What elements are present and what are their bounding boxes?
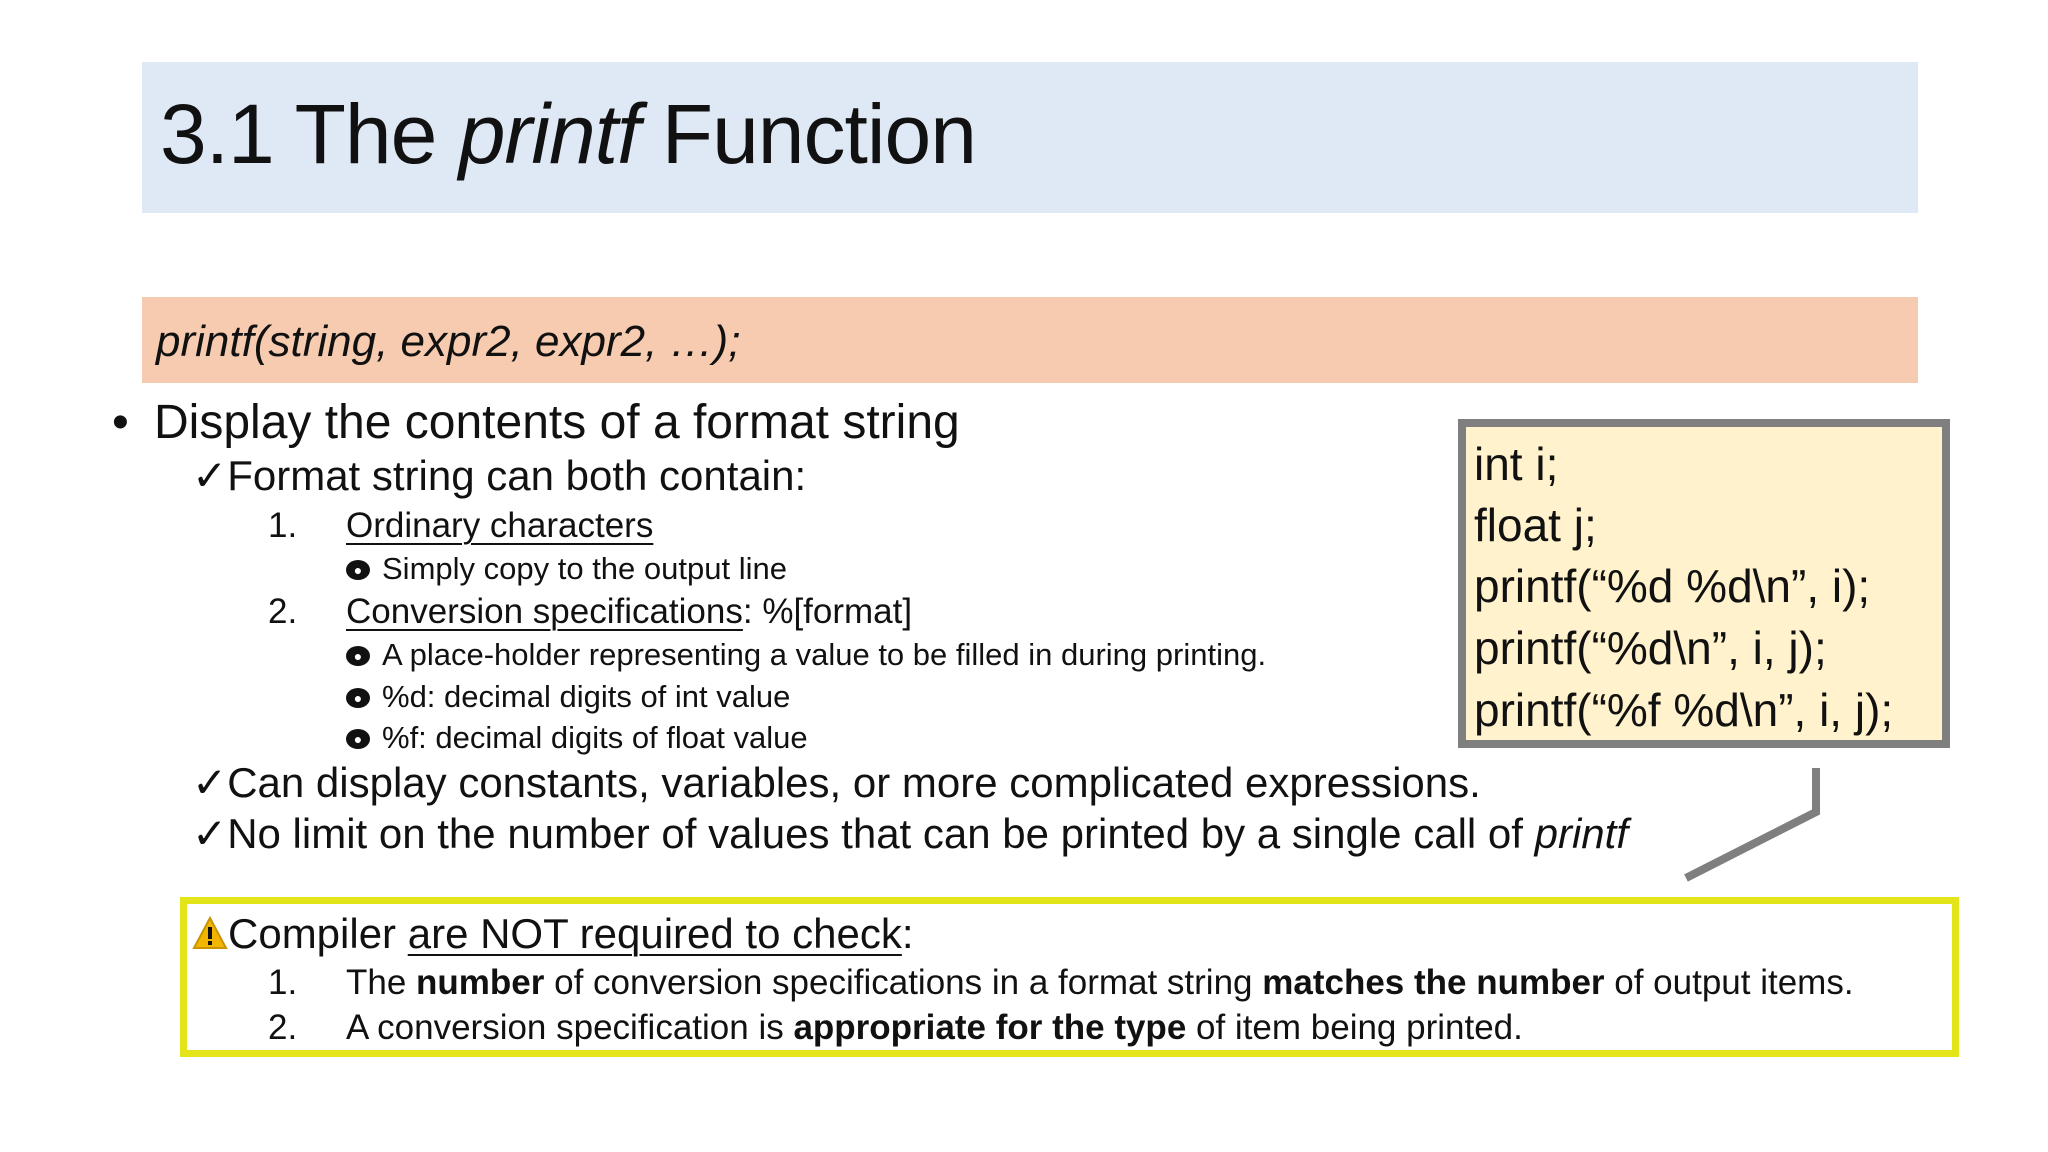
code-line: printf(“%f %d\n”, i, j);	[1474, 684, 1894, 736]
title-prefix: 3.1 The	[160, 87, 459, 181]
check-item-3-italic: printf	[1534, 810, 1628, 857]
check-item-2-text: Can display constants, variables, or more complicated expressions.	[227, 759, 1481, 806]
check-item-3-text: No limit on the number of values that can be printed by a single call of	[227, 810, 1535, 857]
code-line: float j;	[1474, 499, 1597, 551]
item-number: 1.	[268, 506, 298, 545]
warning-item-1	[268, 962, 1854, 1004]
warning-item-2	[268, 1007, 1523, 1049]
warning-text: of conversion specifications in a format string	[544, 963, 1263, 1002]
bullet-dot-icon: •	[112, 396, 129, 449]
title-italic: printf	[458, 87, 640, 181]
printf-syntax: printf(string, expr2, expr2, …);	[156, 317, 741, 366]
warning-text: of output items.	[1604, 963, 1854, 1002]
warning-prefix: Compiler	[228, 910, 408, 957]
item2-label: Conversion specifications	[346, 592, 743, 631]
sub-bullet-text: %f: decimal digits of float value	[382, 720, 808, 755]
code-line: int i;	[1474, 438, 1559, 490]
speech-bubble-icon: ●	[346, 646, 370, 666]
warning-text: The	[346, 963, 417, 1002]
sub-bullet-text: %d: decimal digits of int value	[382, 679, 791, 714]
warning-icon	[192, 916, 228, 950]
warning-text: of item being printed.	[1186, 1008, 1523, 1047]
warning-bold: number	[416, 963, 545, 1002]
item-number: 2.	[268, 592, 298, 631]
speech-bubble-icon: ●	[346, 688, 370, 708]
item2-format: : %[format]	[742, 592, 913, 631]
speech-bubble-icon: ●	[346, 560, 370, 580]
warning-heading	[192, 909, 914, 959]
speech-bubble-icon: ●	[346, 729, 370, 749]
warning-suffix: :	[901, 910, 914, 957]
checkmark-icon: ✓	[192, 810, 228, 857]
checkmark-icon: ✓	[192, 452, 228, 499]
code-line: printf(“%d\n”, i, j);	[1474, 622, 1827, 674]
code-line: printf(“%d %d\n”, i);	[1474, 560, 1871, 612]
item-number: 1.	[268, 963, 298, 1002]
check-item-1-text: Format string can both contain:	[227, 452, 807, 499]
callout-line	[1686, 768, 1816, 878]
item1-label: Ordinary characters	[346, 506, 654, 545]
warning-bold: matches the number	[1262, 963, 1605, 1002]
item-number: 2.	[268, 1008, 298, 1047]
title-suffix: Function	[639, 87, 976, 181]
warning-text: A conversion specification is	[346, 1008, 794, 1047]
sub-bullet-text: A place-holder representing a value to be filled in during printing.	[382, 637, 1267, 672]
main-bullet-text: Display the contents of a format string	[154, 396, 960, 449]
sub-bullet-text: Simply copy to the output line	[382, 551, 787, 586]
checkmark-icon: ✓	[192, 759, 228, 806]
warning-bold: appropriate for the type	[793, 1008, 1187, 1047]
warning-underlined: are NOT required to check	[407, 910, 902, 957]
